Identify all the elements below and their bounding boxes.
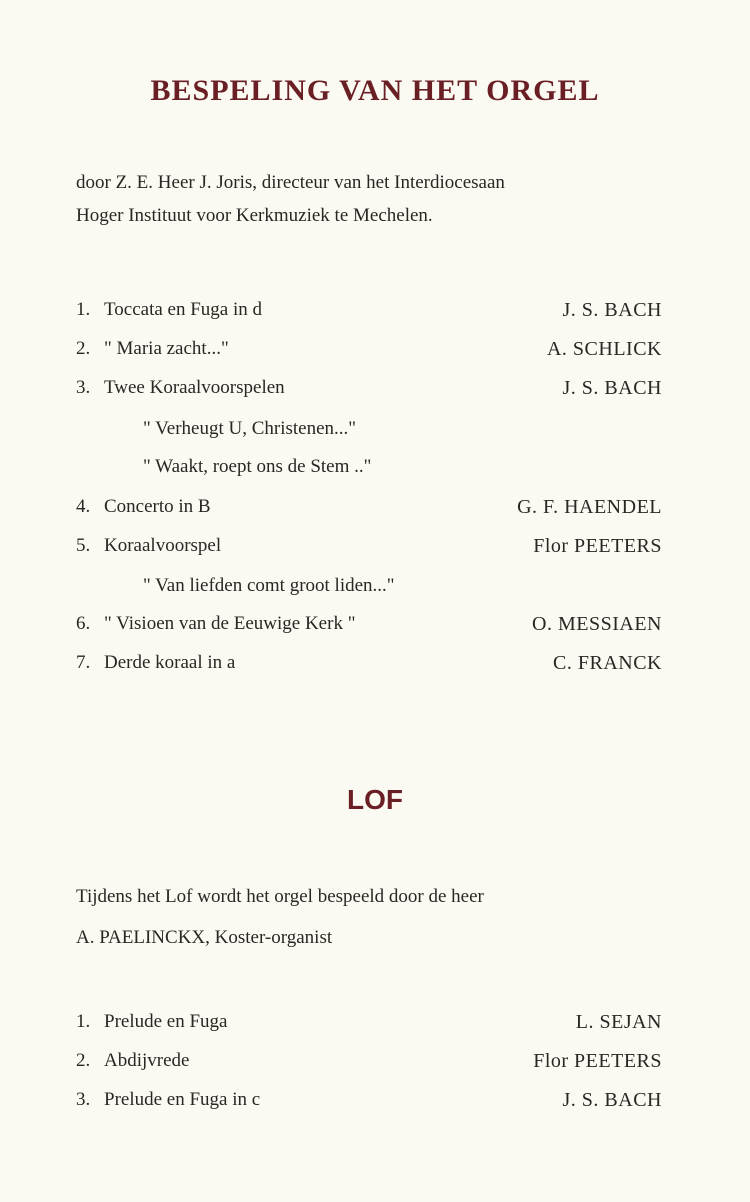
organ-item — [76, 652, 662, 676]
item-number: 1. — [76, 299, 91, 320]
item-title: Koraalvoorspel — [104, 535, 222, 556]
item-composer: C. FRANCK — [553, 652, 662, 674]
lof-item — [76, 1011, 662, 1035]
lof-intro-line-2: A. PAELINCKX, Koster-organist — [76, 927, 333, 948]
lof-item — [76, 1050, 662, 1074]
item-composer: J. S. BACH — [562, 299, 662, 321]
item-number: 3. — [76, 377, 91, 398]
item-title: Twee Koraalvoorspelen — [104, 377, 285, 398]
item-number: 4. — [76, 496, 91, 517]
item-composer: J. S. BACH — [562, 1089, 662, 1111]
organ-item — [76, 299, 662, 323]
item-composer: Flor PEETERS — [533, 535, 662, 557]
lof-intro-line-1: Tijdens het Lof wordt het orgel bespeeld door de heer — [76, 886, 484, 907]
item-title: Toccata en Fuga in d — [104, 299, 263, 320]
organ-section-title: BESPELING VAN HET ORGEL — [150, 74, 600, 107]
item-number: 5. — [76, 535, 91, 556]
item-title: Abdijvrede — [104, 1050, 190, 1071]
organ-item — [76, 535, 662, 559]
item-number: 2. — [76, 1050, 91, 1071]
organ-item-subtitle: " Verheugt U, Christenen..." — [143, 418, 357, 439]
lof-item — [76, 1089, 662, 1113]
item-number: 3. — [76, 1089, 91, 1110]
item-composer: Flor PEETERS — [533, 1050, 662, 1072]
item-composer: O. MESSIAEN — [532, 613, 662, 635]
organ-item — [76, 613, 662, 637]
item-title: " Maria zacht..." — [104, 338, 229, 359]
item-composer: L. SEJAN — [575, 1011, 662, 1033]
organ-item — [76, 377, 662, 401]
organ-item-subtitle: " Waakt, roept ons de Stem .." — [143, 456, 372, 477]
item-number: 6. — [76, 613, 91, 634]
item-composer: G. F. HAENDEL — [517, 496, 662, 518]
item-title: Prelude en Fuga — [104, 1011, 228, 1032]
organ-intro-line-2: Hoger Instituut voor Kerkmuziek te Mechelen. — [76, 205, 433, 226]
item-title: " Visioen van de Eeuwige Kerk " — [104, 613, 356, 634]
item-title: Prelude en Fuga in c — [104, 1089, 261, 1110]
lof-section-title: LOF — [347, 784, 403, 815]
item-number: 1. — [76, 1011, 91, 1032]
item-number: 2. — [76, 338, 91, 359]
organ-intro-line-1: door Z. E. Heer J. Joris, directeur van het Interdiocesaan — [76, 172, 505, 193]
item-composer: A. SCHLICK — [546, 338, 662, 360]
item-number: 7. — [76, 652, 91, 673]
organ-item — [76, 338, 662, 362]
organ-item — [76, 496, 662, 520]
organ-item-subtitle: " Van liefden comt groot liden..." — [143, 575, 395, 596]
item-title: Concerto in B — [104, 496, 211, 517]
item-composer: J. S. BACH — [562, 377, 662, 399]
item-title: Derde koraal in a — [104, 652, 236, 673]
